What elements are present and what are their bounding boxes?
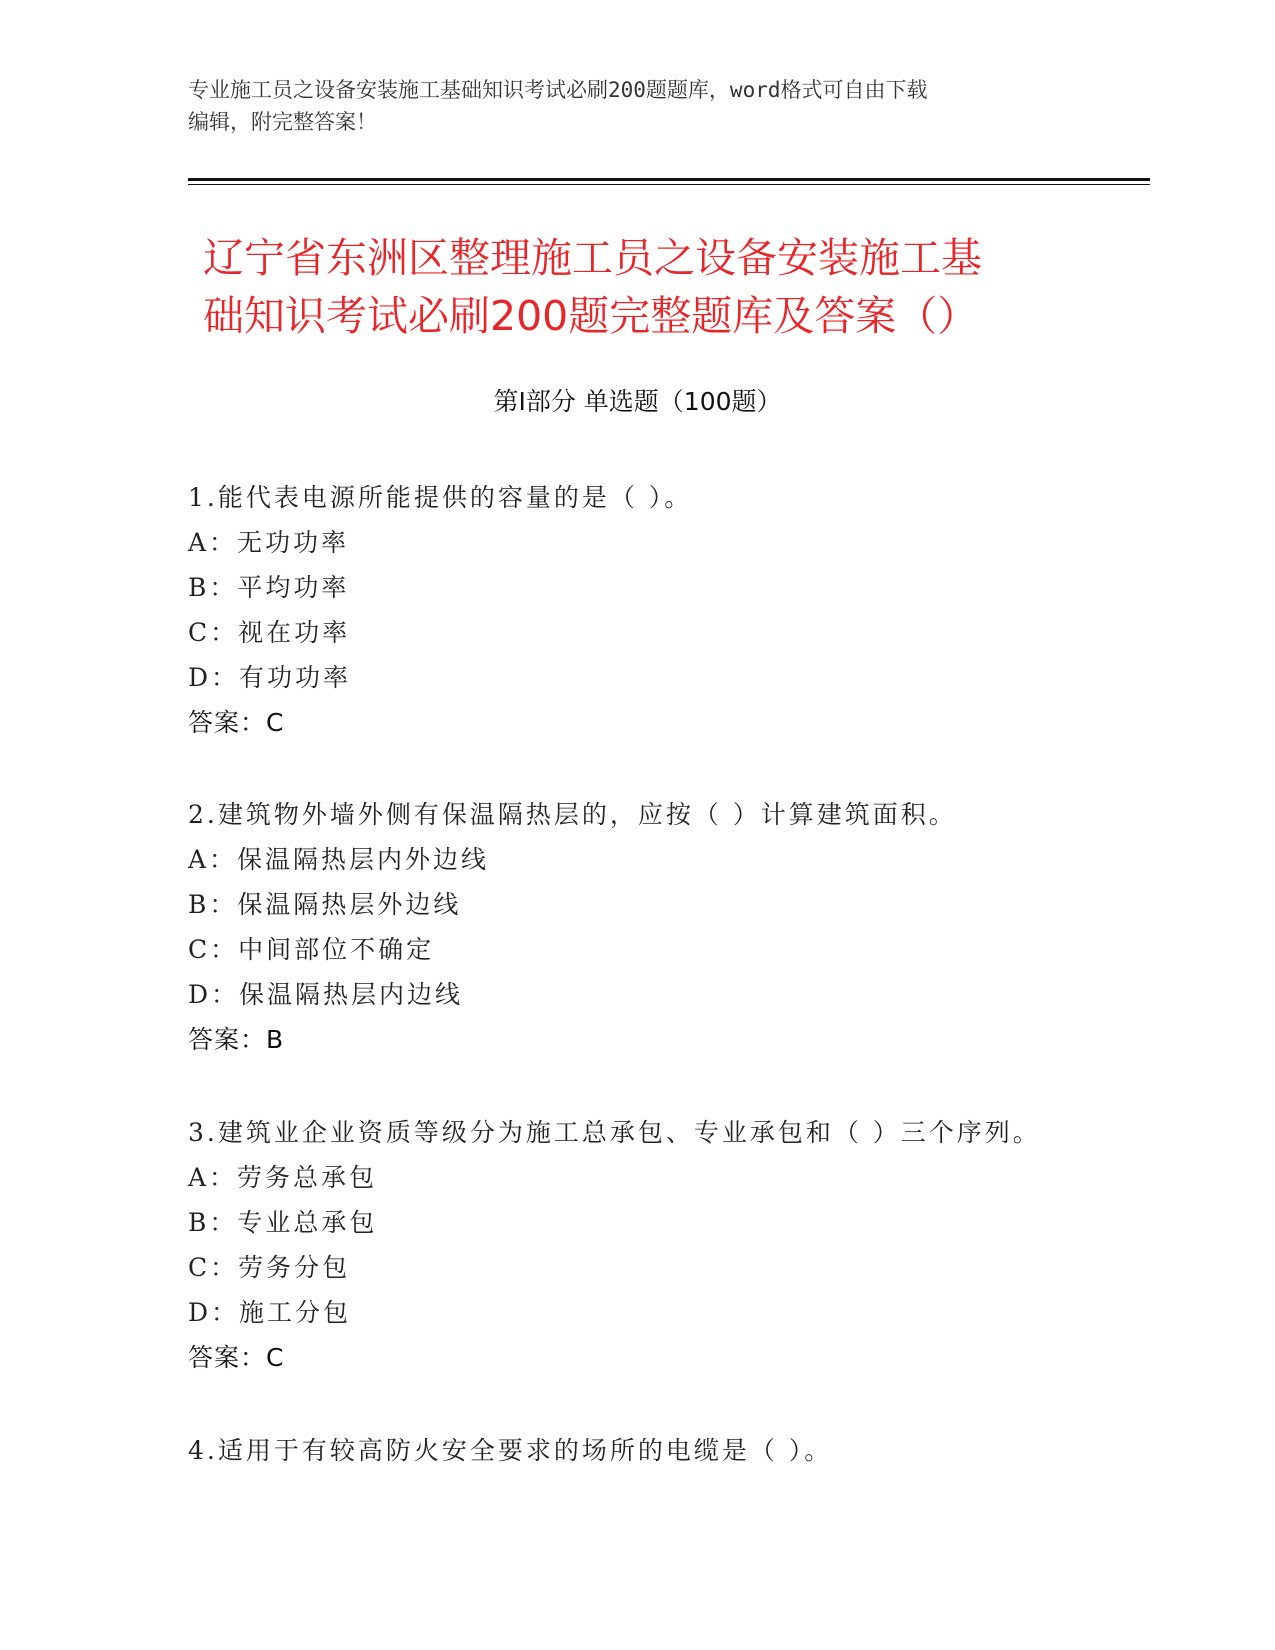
answer-value: B <box>266 1025 284 1054</box>
option-d: D：有功功率 <box>188 663 352 692</box>
answer-line <box>188 1335 1138 1380</box>
answer-label: 答案： <box>188 1343 267 1372</box>
document-title <box>203 229 1083 345</box>
section-heading: 第Ⅰ部分 单选题（100题） <box>493 387 782 416</box>
answer-label: 答案： <box>188 708 267 737</box>
answer-line <box>188 1017 1138 1062</box>
question-item <box>188 475 1138 745</box>
question-stem: 3.建筑业企业资质等级分为施工总承包、专业承包和（ ）三个序列。 <box>188 1118 1041 1147</box>
question-stem: 1.能代表电源所能提供的容量的是（ ）。 <box>188 483 693 512</box>
option-b: B：平均功率 <box>188 573 350 602</box>
question-stem: 2.建筑物外墙外侧有保温隔热层的，应按（ ）计算建筑面积。 <box>188 800 957 829</box>
title-line-1: 辽宁省东洲区整理施工员之设备安装施工基 <box>203 234 982 282</box>
question-item <box>188 1428 1138 1473</box>
option-c: C：视在功率 <box>188 618 351 647</box>
option-d: D：施工分包 <box>188 1298 352 1327</box>
answer-value: C <box>266 708 284 737</box>
document-header-note <box>188 74 1088 138</box>
answer-value: C <box>266 1343 284 1372</box>
option-a: A：劳务总承包 <box>188 1163 378 1192</box>
header-divider-thick <box>188 178 1150 181</box>
option-a: A：保温隔热层内外边线 <box>188 845 490 874</box>
header-divider-thin <box>188 184 1150 185</box>
option-a: A：无功功率 <box>188 528 350 557</box>
title-line-2: 础知识考试必刷200题完整题库及答案（） <box>203 292 979 340</box>
question-stem: 4.适用于有较高防火安全要求的场所的电缆是（ ）。 <box>188 1436 833 1465</box>
option-b: B：专业总承包 <box>188 1208 378 1237</box>
option-d: D：保温隔热层内边线 <box>188 980 464 1009</box>
option-b: B：保温隔热层外边线 <box>188 890 462 919</box>
option-c: C：中间部位不确定 <box>188 935 435 964</box>
question-item <box>188 792 1138 1062</box>
answer-line <box>188 700 1138 745</box>
header-note-line-2: 编辑，附完整答案！ <box>188 110 377 134</box>
option-c: C：劳务分包 <box>188 1253 351 1282</box>
answer-label: 答案： <box>188 1025 267 1054</box>
question-item <box>188 1110 1138 1380</box>
header-note-line-1: 专业施工员之设备安装施工基础知识考试必刷200题题库，word格式可自由下载 <box>188 78 928 102</box>
